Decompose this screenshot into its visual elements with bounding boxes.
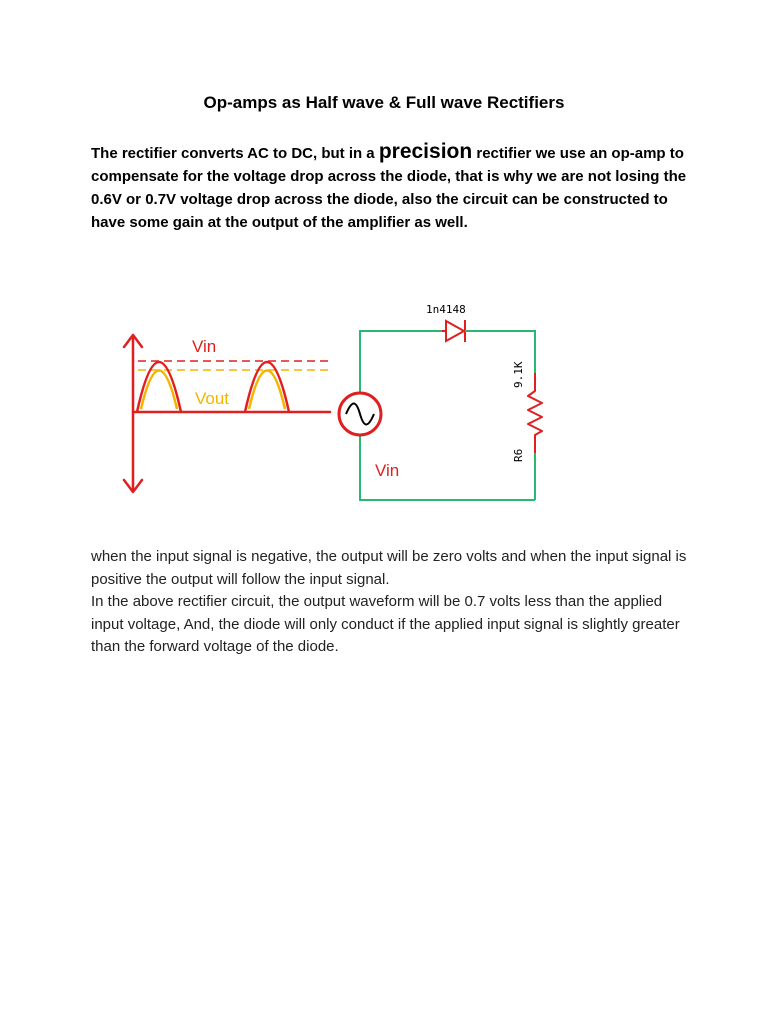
intro-paragraph <box>91 140 691 234</box>
rectifier-figure <box>110 295 570 510</box>
resistor-name-label: R6 <box>512 448 525 462</box>
waveform-axes <box>124 335 330 492</box>
intro-text-before: The rectifier converts AC to DC, but in a <box>91 145 379 162</box>
waveform-vout-label: Vout <box>195 389 230 408</box>
intro-text-after: rectifier we use an op-amp to compensate for the voltage drop across the diode, that is why we are not losing the 0.6V or 0.7V voltage drop across the diode, also the circuit can be constructed to have some gain at the output of the amplifier as well. <box>91 145 687 231</box>
paragraph-negative-signal: when the input signal is negative, the output will be zero volts and when the input signal is positive the output will follow the input signal. <box>91 548 687 588</box>
source-vin-label: Vin <box>375 461 400 480</box>
intro-emphasis: precision <box>378 140 473 163</box>
resistor-value-label: 9.1K <box>512 361 525 388</box>
diode-symbol <box>442 320 480 342</box>
page-title: Op-amps as Half wave & Full wave Rectifiers <box>203 93 565 112</box>
ac-source-symbol <box>339 393 381 435</box>
body-text <box>91 546 691 659</box>
paragraph-output-waveform: In the above rectifier circuit, the output waveform will be 0.7 volts less than the applied input voltage, And, the diode will only conduct if the applied input signal is slightly greater than the forward voltage of the diode. <box>91 593 680 655</box>
waveform-vin-label: Vin <box>192 337 217 356</box>
resistor-symbol <box>528 373 542 453</box>
diode-label: 1n4148 <box>426 303 466 316</box>
